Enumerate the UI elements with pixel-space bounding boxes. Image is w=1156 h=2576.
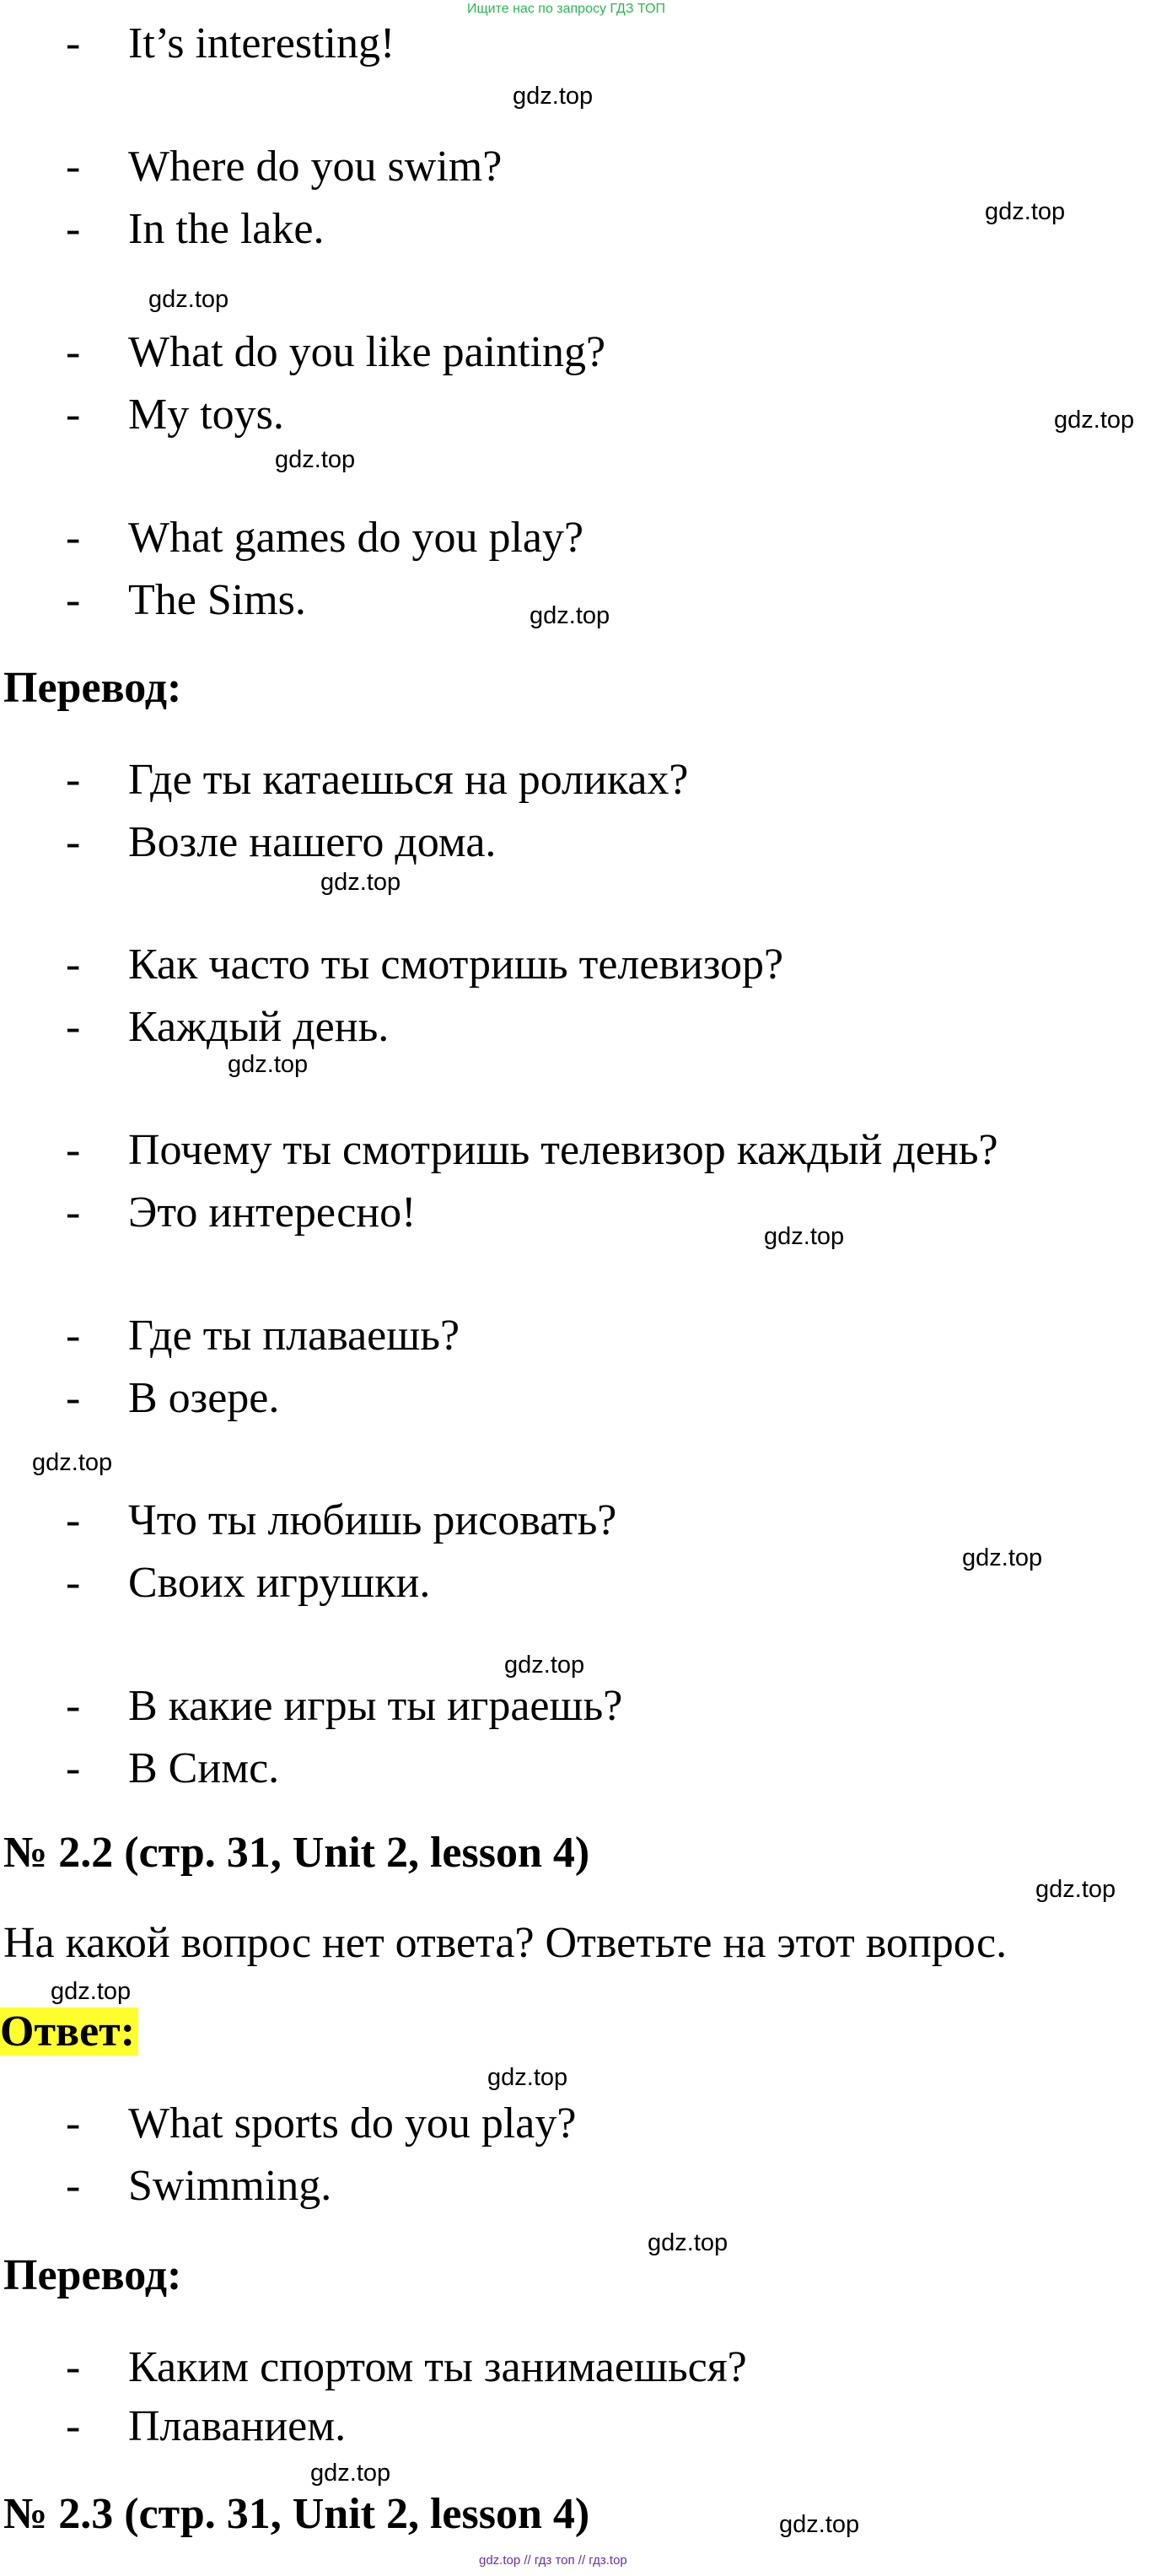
dash-marker: - [66, 940, 81, 989]
dash-marker: - [66, 576, 81, 624]
dash-marker: - [66, 2343, 81, 2391]
watermark: gdz.top [228, 1051, 309, 1078]
watermark: gdz.top [779, 2511, 860, 2538]
dash-marker: - [66, 1003, 81, 1051]
dialog-text: My toys. [128, 391, 284, 439]
watermark: gdz.top [148, 286, 229, 313]
watermark: gdz.top [1035, 1876, 1116, 1903]
answer-label-text: Ответ: [0, 2007, 138, 2056]
translation-text: В какие игры ты играешь? [128, 1682, 623, 1730]
watermark: gdz.top [504, 1652, 585, 1679]
watermark: gdz.top [1054, 407, 1135, 434]
translation-text: Каждый день. [128, 1003, 390, 1051]
translation-text: Возле нашего дома. [128, 818, 497, 866]
dialog-text: It’s interesting! [128, 19, 395, 67]
watermark: gdz.top [962, 1544, 1043, 1571]
dash-marker: - [66, 1188, 81, 1237]
watermark: gdz.top [487, 2064, 568, 2091]
translation-text: Почему ты смотришь телевизор каждый день? [128, 1126, 998, 1174]
dash-marker: - [66, 1126, 81, 1174]
answer-text: What sports do you play? [128, 2099, 577, 2148]
dash-marker: - [66, 143, 81, 191]
translation-text: Это интересно! [128, 1188, 417, 1237]
dash-marker: - [66, 1496, 81, 1544]
dash-marker: - [66, 1682, 81, 1730]
answer-label [0, 2006, 138, 2058]
task-heading: № 2.2 (стр. 31, Unit 2, lesson 4) [3, 1829, 590, 1877]
translation-text: Каким спортом ты занимаешься? [128, 2343, 747, 2391]
translation-heading: Перевод: [3, 2251, 182, 2299]
dialog-text: What games do you play? [128, 514, 584, 562]
dash-marker: - [66, 2162, 81, 2210]
watermark: gdz.top [320, 869, 401, 896]
watermark: gdz.top [51, 1978, 132, 2005]
task-question: На какой вопрос нет ответа? Ответьте на этот вопрос. [3, 1919, 1008, 1967]
dash-marker: - [66, 391, 81, 439]
dash-marker: - [66, 205, 81, 253]
translation-text: Где ты катаешься на роликах? [128, 756, 689, 804]
header-note: Ищите нас по запросу ГДЗ ТОП [467, 2, 665, 16]
dash-marker: - [66, 1744, 81, 1792]
task-heading: № 2.3 (стр. 31, Unit 2, lesson 4) [3, 2490, 590, 2538]
watermark: gdz.top [648, 2229, 729, 2256]
dash-marker: - [66, 328, 81, 376]
translation-text: В Симс. [128, 1744, 280, 1792]
dialog-text: Where do you swim? [128, 143, 503, 191]
translation-text: Своих игрушки. [128, 1559, 431, 1607]
watermark: gdz.top [275, 446, 356, 473]
watermark: gdz.top [985, 198, 1066, 225]
translation-text: В озере. [128, 1374, 280, 1422]
dialog-text: What do you like painting? [128, 328, 606, 376]
dash-marker: - [66, 756, 81, 804]
dash-marker: - [66, 514, 81, 562]
dash-marker: - [66, 1559, 81, 1607]
watermark: gdz.top [764, 1223, 845, 1250]
footer-note: gdz.top // гдз топ // гдз.top [479, 2553, 627, 2568]
watermark: gdz.top [513, 83, 594, 110]
watermark: gdz.top [32, 1449, 113, 1476]
dash-marker: - [66, 19, 81, 67]
dash-marker: - [66, 818, 81, 866]
translation-heading: Перевод: [3, 664, 182, 712]
translation-text: Что ты любишь рисовать? [128, 1496, 617, 1544]
dash-marker: - [66, 1374, 81, 1422]
dialog-text: The Sims. [128, 576, 306, 624]
answer-text: Swimming. [128, 2162, 332, 2210]
dialog-text: In the lake. [128, 205, 325, 253]
dash-marker: - [66, 2402, 81, 2450]
translation-text: Плаванием. [128, 2402, 347, 2450]
translation-text: Где ты плаваешь? [128, 1312, 460, 1360]
translation-text: Как часто ты смотришь телевизор? [128, 940, 784, 989]
watermark: gdz.top [530, 602, 610, 629]
dash-marker: - [66, 2099, 81, 2148]
dash-marker: - [66, 1312, 81, 1360]
watermark: gdz.top [310, 2460, 391, 2487]
